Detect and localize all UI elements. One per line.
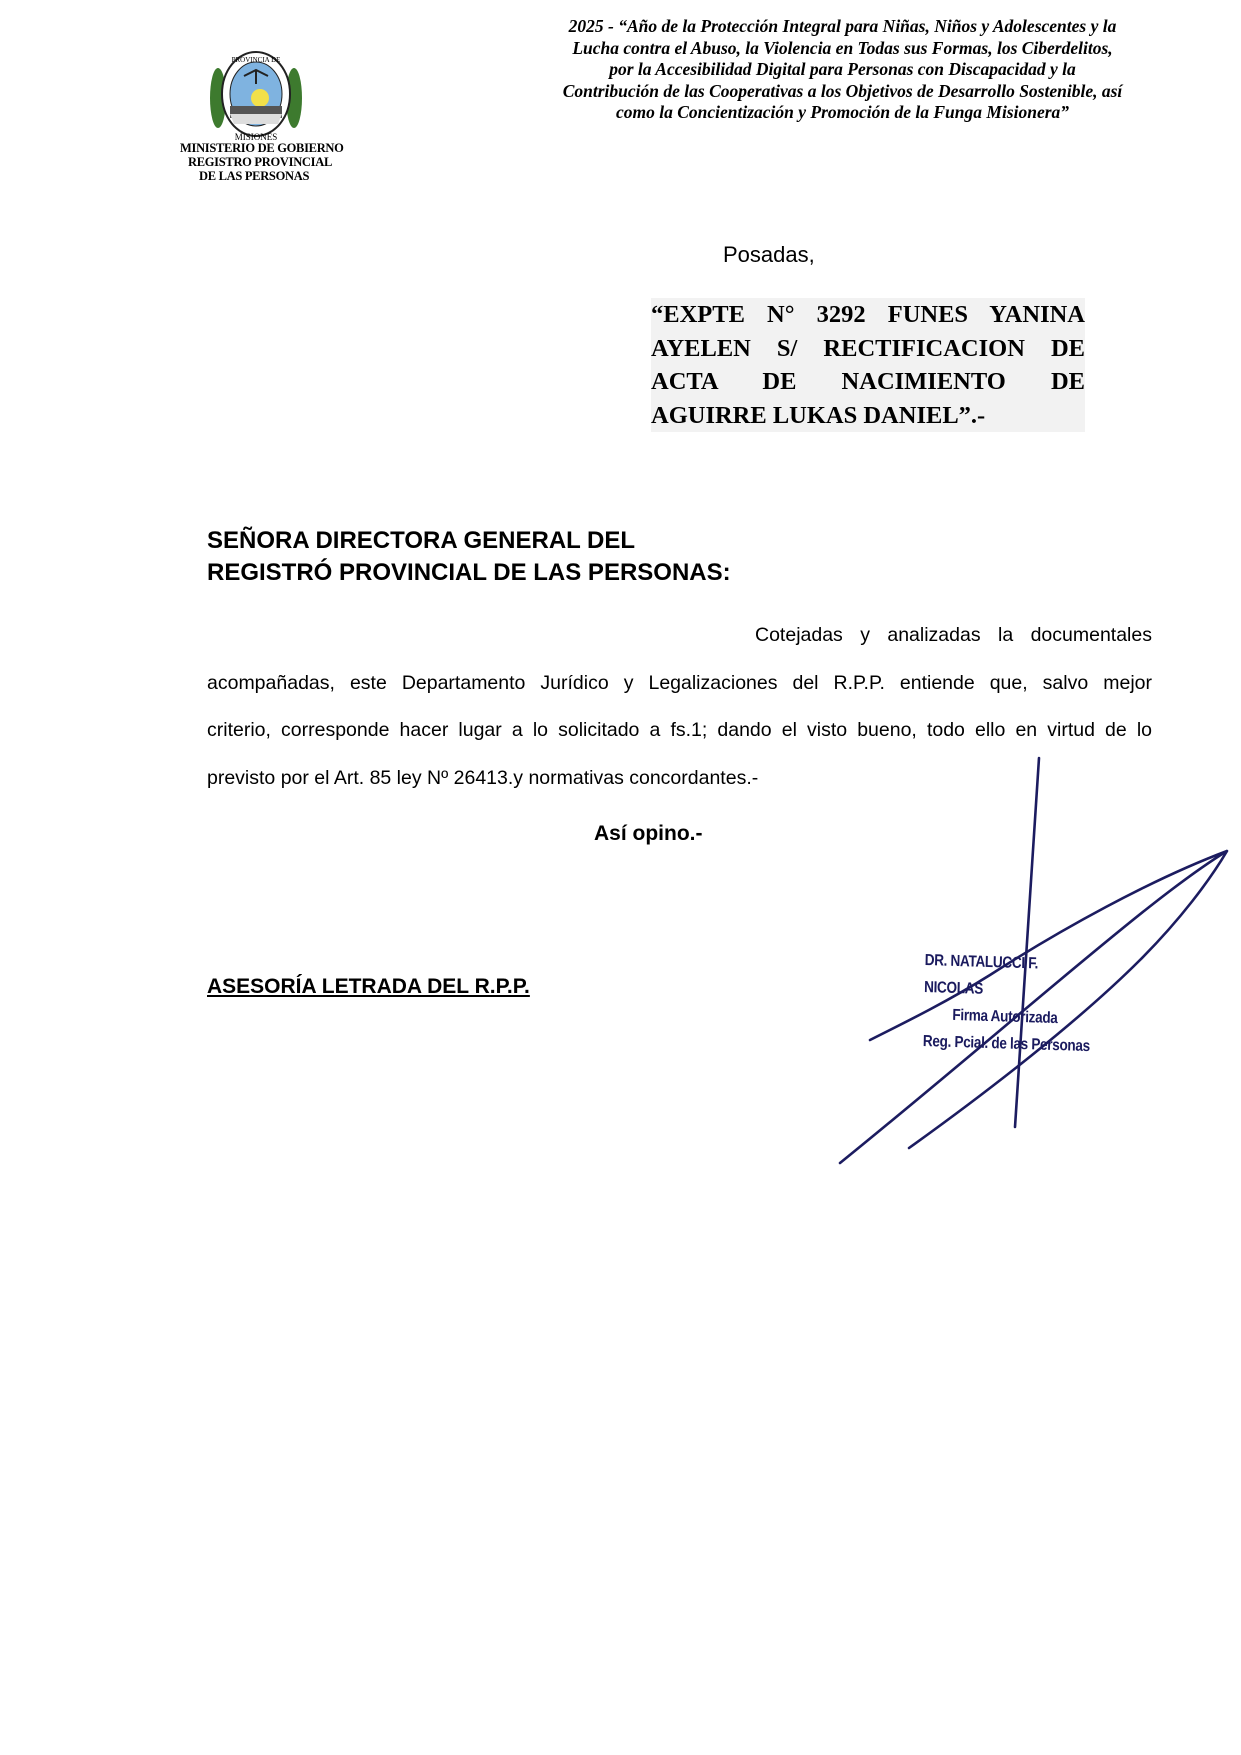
addressee-line: SEÑORA DIRECTORA GENERAL DEL [207, 527, 636, 554]
case-reference-line: AGUIRRE LUKAS DANIEL”.- [651, 399, 1085, 433]
body-paragraph [207, 612, 1152, 802]
svg-text:MISIONES: MISIONES [234, 132, 278, 142]
svg-text:PROVINCIA DE: PROVINCIA DE [231, 56, 281, 64]
body-line: criterio, corresponde hacer lugar a lo solicitado a fs.1; dando el visto bueno, todo ello en virtud de lo [207, 719, 1152, 741]
case-reference [651, 298, 1085, 432]
authorization-stamp [923, 947, 1095, 1060]
addressee-heading [207, 525, 731, 589]
body-line: previsto por el Art. 85 ley Nº 26413.y normativas concordantes.- [207, 766, 759, 789]
place-date: Posadas, [723, 242, 815, 267]
addressee-line: REGISTRÓ PROVINCIAL DE LAS PERSONAS: [207, 559, 731, 586]
ministry-header [180, 141, 344, 183]
ministry-line: REGISTRO PROVINCIAL [188, 155, 332, 169]
opinion-closing: Así opino.- [594, 822, 703, 845]
case-reference-line: AYELEN S/ RECTIFICACION DE [651, 332, 1085, 366]
signature-stroke [1015, 758, 1039, 1127]
ministry-line: DE LAS PERSONAS [199, 169, 310, 183]
case-reference-line: ACTA DE NACIMIENTO DE [651, 365, 1085, 399]
stamp-line: Reg. Pcial. de las Personas [922, 1032, 1090, 1056]
ministry-line: MINISTERIO DE GOBIERNO [180, 141, 344, 155]
body-line: acompañadas, este Departamento Jurídico y Legalizaciones del R.P.P. entiende que, salvo mejor [207, 671, 1152, 694]
stamp-line: DR. NATALUCCI F. NICOLAS [923, 951, 1039, 998]
stamp-line: Firma Autorizada [952, 1006, 1058, 1028]
office-signature-line: ASESORÍA LETRADA DEL R.P.P. [207, 975, 530, 998]
misiones-coat-of-arms-logo [208, 48, 304, 146]
body-line: Cotejadas y analizadas la documentales [755, 624, 1152, 646]
year-motto: 2025 - “Año de la Protección Integral para Niñas, Niños y Adolescentes y la Lucha contra el Abuso, la Violencia en Todas sus Formas, los Ciberdelitos, por la Accesibilidad Digital para Personas con Discapacidad y la Contribución de las Cooperativas a los Objetivos de Desarrollo Sostenible, así como la Concientización y Promoción de la Funga Misionera” [562, 16, 1123, 122]
case-reference-line: “EXPTE N° 3292 FUNES YANINA [651, 298, 1085, 332]
